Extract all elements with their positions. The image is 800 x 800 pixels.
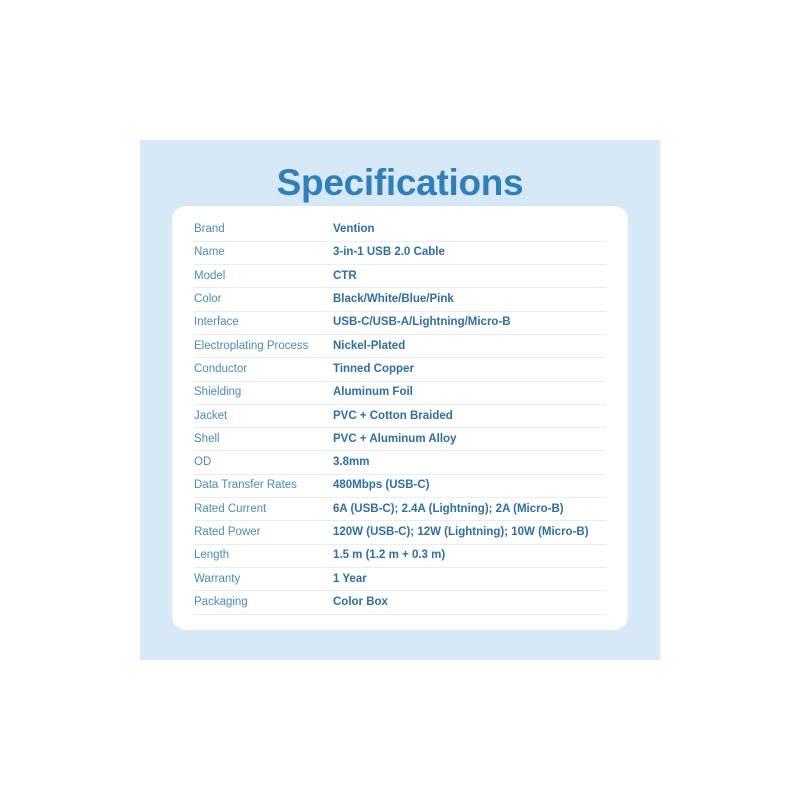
spec-value: USB-C/USB-A/Lightning/Micro-B xyxy=(333,311,606,334)
spec-label: Data Transfer Rates xyxy=(194,474,333,497)
table-row xyxy=(194,498,606,521)
spec-value: 1.5 m (1.2 m + 0.3 m) xyxy=(333,544,606,567)
specifications-card xyxy=(172,206,628,630)
spec-label: Conductor xyxy=(194,358,333,381)
table-row xyxy=(194,544,606,567)
spec-value: Black/White/Blue/Pink xyxy=(333,288,606,311)
spec-value: Aluminum Foil xyxy=(333,381,606,404)
spec-label: OD xyxy=(194,451,333,474)
specifications-panel xyxy=(140,140,660,660)
spec-label: Interface xyxy=(194,311,333,334)
spec-label: Shielding xyxy=(194,381,333,404)
spec-label: Warranty xyxy=(194,567,333,590)
spec-value: 3.8mm xyxy=(333,451,606,474)
specifications-table xyxy=(194,218,606,615)
table-row xyxy=(194,591,606,614)
spec-value: Color Box xyxy=(333,591,606,614)
table-row xyxy=(194,311,606,334)
table-row xyxy=(194,404,606,427)
table-row xyxy=(194,218,606,241)
table-row xyxy=(194,288,606,311)
spec-value: 3-in-1 USB 2.0 Cable xyxy=(333,241,606,264)
table-row xyxy=(194,381,606,404)
page-title: Specifications xyxy=(276,162,524,203)
spec-label: Rated Power xyxy=(194,521,333,544)
spec-value: Vention xyxy=(333,218,606,241)
table-row xyxy=(194,358,606,381)
table-row xyxy=(194,521,606,544)
spec-label: Rated Current xyxy=(194,498,333,521)
table-row xyxy=(194,241,606,264)
spec-label: Shell xyxy=(194,428,333,451)
table-row xyxy=(194,265,606,288)
spec-value: 6A (USB-C); 2.4A (Lightning); 2A (Micro-B) xyxy=(333,498,606,521)
spec-value: 120W (USB-C); 12W (Lightning); 10W (Micro-B) xyxy=(333,521,606,544)
spec-value: PVC + Cotton Braided xyxy=(333,404,606,427)
spec-value: 1 Year xyxy=(333,567,606,590)
table-row xyxy=(194,474,606,497)
spec-value: CTR xyxy=(333,265,606,288)
spec-value: PVC + Aluminum Alloy xyxy=(333,428,606,451)
table-row xyxy=(194,451,606,474)
table-row xyxy=(194,567,606,590)
spec-label: Brand xyxy=(194,218,333,241)
spec-label: Jacket xyxy=(194,404,333,427)
spec-value: 480Mbps (USB-C) xyxy=(333,474,606,497)
spec-label: Electroplating Process xyxy=(194,334,333,357)
spec-label: Length xyxy=(194,544,333,567)
spec-value: Tinned Copper xyxy=(333,358,606,381)
spec-label: Model xyxy=(194,265,333,288)
spec-value: Nickel-Plated xyxy=(333,334,606,357)
spec-label: Color xyxy=(194,288,333,311)
table-row xyxy=(194,334,606,357)
spec-label: Packaging xyxy=(194,591,333,614)
table-row xyxy=(194,428,606,451)
spec-label: Name xyxy=(194,241,333,264)
